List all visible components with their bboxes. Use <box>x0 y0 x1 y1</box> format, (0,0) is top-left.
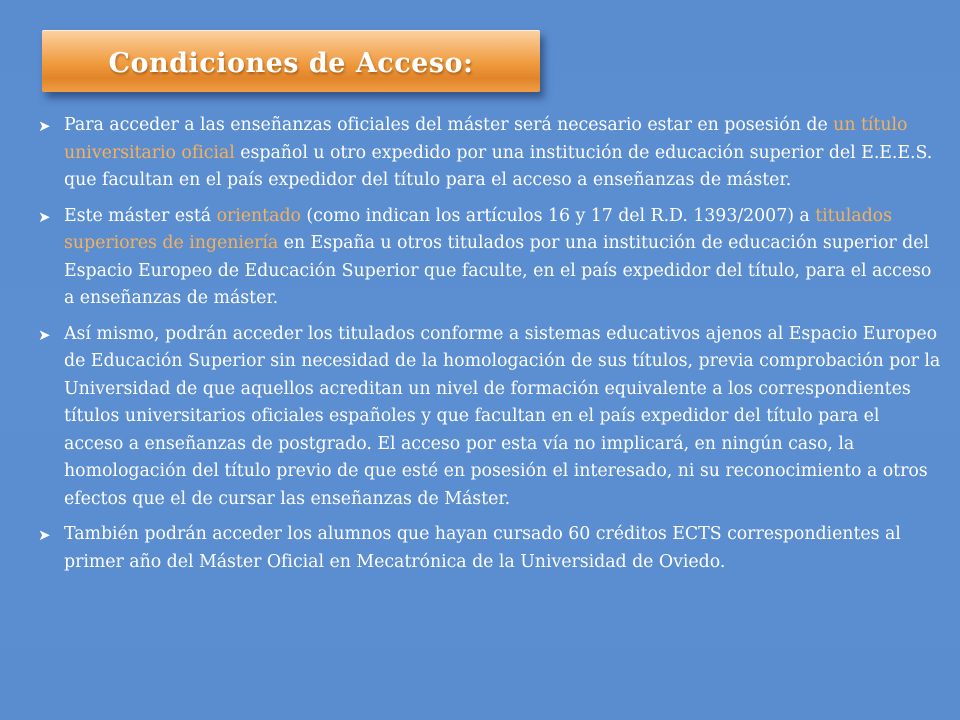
arrow-right-icon: ➤ <box>38 526 51 544</box>
bullet-text <box>64 203 943 313</box>
text-segment: español u otro expedido por una institución de educación superior del E.E.E.S. que facultan en el país expedidor del título para el acceso a enseñanzas de máster. <box>64 142 933 190</box>
text-segment: Este máster está <box>64 205 217 226</box>
arrow-right-icon: ➤ <box>38 117 51 135</box>
bullet-list <box>38 112 943 584</box>
bullet-item <box>38 521 943 576</box>
text-segment: También podrán acceder los alumnos que hayan cursado 60 créditos ECTS correspondientes al primer año del Máster Oficial en Mecatrónica de la Universidad de Oviedo. <box>64 524 901 572</box>
arrow-right-icon: ➤ <box>38 325 51 344</box>
title-banner <box>42 30 540 92</box>
bullet-text <box>64 521 943 576</box>
highlighted-text: titulados superiores de ingeniería <box>64 205 892 253</box>
bullet-item <box>38 203 943 313</box>
text-segment: en España u otros titulados por una institución de educación superior del Espacio Europeo de Educación Superior que faculte, en el país expedidor del título, para el acceso a enseñanzas de máster. <box>64 233 932 308</box>
page-title: Condiciones de Acceso: <box>108 47 474 79</box>
bullet-text <box>64 321 943 514</box>
text-segment: Así mismo, podrán acceder los titulados conforme a sistemas educativos ajenos al Espacio Europeo de Educación Superior sin necesidad de la homologación de sus títulos, previa comprobación por la Universidad de que aquellos acreditan un nivel de formación equivalente a los correspondientes títulos universitarios oficiales españoles y que facultan en el país expedidor del título para el acceso a enseñanzas de postgrado. El acceso por esta vía no implicará, en ningún caso, la homologación del título previo de que esté en posesión el interesado, ni su reconocimiento a otros efectos que el de cursar las enseñanzas de Máster. <box>64 323 941 509</box>
text-segment: Para acceder a las enseñanzas oficiales del máster será necesario estar en posesión de <box>64 115 834 135</box>
highlighted-text: un título universitario oficial <box>64 115 908 163</box>
highlighted-text: orientado <box>216 205 301 226</box>
arrow-right-icon: ➤ <box>38 207 51 226</box>
bullet-item <box>38 321 943 514</box>
bullet-item <box>38 112 943 195</box>
bullet-text <box>64 112 943 195</box>
text-segment: (como indican los artículos 16 y 17 del R.D. 1393/2007) a <box>300 205 816 226</box>
